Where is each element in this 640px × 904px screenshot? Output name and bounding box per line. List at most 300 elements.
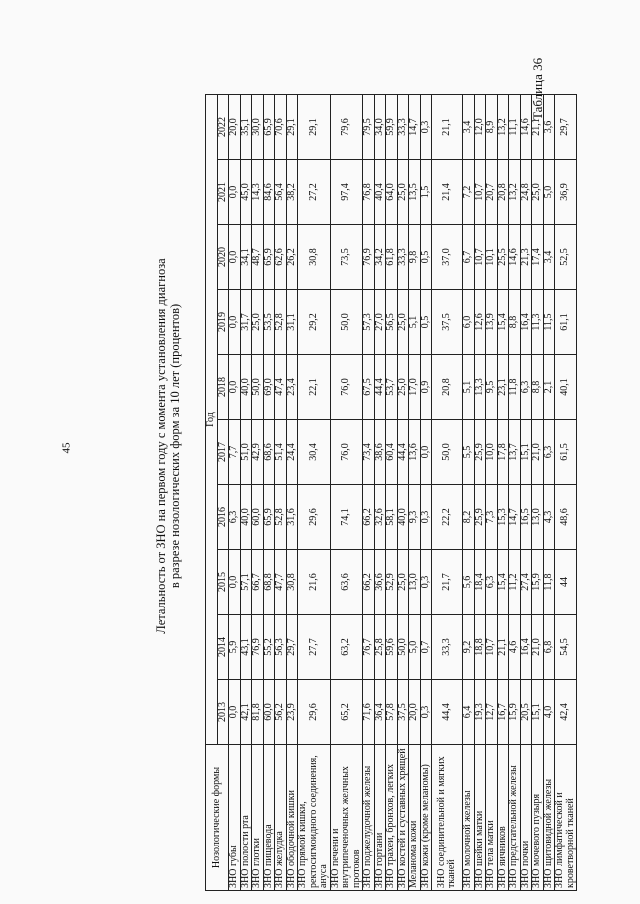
table-row: [555, 94, 577, 890]
value-cell: 12,6: [474, 290, 486, 355]
value-cell: 30,8: [298, 225, 331, 290]
value-cell: 50,0: [397, 615, 409, 680]
value-cell: 13,2: [497, 94, 509, 159]
value-cell: 21,3: [520, 225, 532, 290]
value-cell: 42,4: [555, 680, 577, 745]
value-cell: 14,6: [509, 225, 521, 290]
table-row: [432, 94, 463, 890]
value-cell: 23,1: [497, 355, 509, 420]
value-cell: 40,0: [240, 355, 252, 420]
value-cell: 18,8: [474, 615, 486, 680]
value-cell: 0,7: [420, 615, 432, 680]
value-cell: 13,6: [409, 420, 421, 485]
header-year-cell: 2016: [217, 485, 229, 550]
value-cell: 15,4: [497, 550, 509, 615]
value-cell: 45,0: [240, 160, 252, 225]
value-cell: 20,5: [520, 680, 532, 745]
value-cell: 27,7: [298, 615, 331, 680]
header-year-cell: 2015: [217, 550, 229, 615]
value-cell: 0,0: [229, 355, 241, 420]
value-cell: 13,9: [486, 290, 498, 355]
value-cell: 29,2: [298, 290, 331, 355]
value-cell: 11,8: [509, 355, 521, 420]
value-cell: 0,0: [229, 680, 241, 745]
value-cell: 25,8: [374, 615, 386, 680]
nosology-cell: ЗНО почки: [520, 745, 532, 891]
value-cell: 6,7: [463, 225, 475, 290]
value-cell: 73,5: [330, 225, 363, 290]
value-cell: 8,9: [486, 94, 498, 159]
value-cell: 29,6: [298, 680, 331, 745]
header-nosology: Нозологические формы: [206, 745, 229, 891]
value-cell: 34,0: [374, 94, 386, 159]
header-year-cell: 2022: [217, 94, 229, 159]
value-cell: 9,8: [409, 225, 421, 290]
value-cell: 76,0: [330, 355, 363, 420]
value-cell: 51,0: [240, 420, 252, 485]
value-cell: 67,5: [363, 355, 375, 420]
value-cell: 37,5: [432, 290, 463, 355]
header-row-1: [206, 94, 218, 890]
value-cell: 38,2: [286, 160, 298, 225]
value-cell: 36,9: [555, 160, 577, 225]
value-cell: 4,3: [543, 485, 555, 550]
value-cell: 52,5: [555, 225, 577, 290]
value-cell: 76,9: [252, 615, 264, 680]
value-cell: 40,0: [397, 485, 409, 550]
value-cell: 36,6: [374, 550, 386, 615]
value-cell: 24,8: [520, 160, 532, 225]
table-row: [363, 94, 375, 890]
value-cell: 65,2: [330, 680, 363, 745]
value-cell: 13,0: [409, 550, 421, 615]
value-cell: 7,3: [486, 485, 498, 550]
value-cell: 10,1: [486, 225, 498, 290]
value-cell: 62,6: [275, 225, 287, 290]
value-cell: 22,1: [298, 355, 331, 420]
value-cell: 16,5: [520, 485, 532, 550]
title-line-2: в разрезе нозологических форм за 10 лет (процентов): [168, 303, 182, 589]
value-cell: 44: [555, 550, 577, 615]
value-cell: 68,8: [263, 550, 275, 615]
nosology-cell: ЗНО прямой кишки, ректосигмоидного соединения, ануса: [298, 745, 331, 891]
value-cell: 25,5: [497, 225, 509, 290]
value-cell: 29,6: [298, 485, 331, 550]
value-cell: 76,7: [363, 615, 375, 680]
title-line-1: Летальность от ЗНО на первом году с момента установления диагноза: [154, 258, 168, 634]
value-cell: 10,0: [486, 420, 498, 485]
value-cell: 34,2: [374, 225, 386, 290]
value-cell: 59,9: [386, 94, 398, 159]
table-row: [275, 94, 287, 890]
value-cell: 6,3: [486, 550, 498, 615]
value-cell: 70,6: [275, 94, 287, 159]
value-cell: 21,0: [532, 420, 544, 485]
value-cell: 25,0: [397, 160, 409, 225]
value-cell: 8,8: [532, 355, 544, 420]
value-cell: 79,6: [330, 94, 363, 159]
value-cell: 5,0: [543, 160, 555, 225]
value-cell: 0,0: [229, 290, 241, 355]
value-cell: 0,5: [420, 290, 432, 355]
value-cell: 6,3: [520, 355, 532, 420]
value-cell: 50,0: [252, 355, 264, 420]
value-cell: 35,1: [240, 94, 252, 159]
value-cell: 14,6: [520, 94, 532, 159]
header-year-cell: 2013: [217, 680, 229, 745]
table-row: [509, 94, 521, 890]
value-cell: 6,3: [229, 485, 241, 550]
value-cell: 7,7: [229, 420, 241, 485]
value-cell: 3,4: [543, 225, 555, 290]
table-row: [263, 94, 275, 890]
value-cell: 12,7: [486, 680, 498, 745]
value-cell: 17,0: [409, 355, 421, 420]
value-cell: 66,2: [363, 550, 375, 615]
value-cell: 21,0: [532, 615, 544, 680]
value-cell: 43,1: [240, 615, 252, 680]
value-cell: 13,7: [509, 420, 521, 485]
value-cell: 14,3: [252, 160, 264, 225]
value-cell: 5,6: [463, 550, 475, 615]
value-cell: 24,4: [286, 420, 298, 485]
value-cell: 64,0: [386, 160, 398, 225]
table-row: [486, 94, 498, 890]
value-cell: 42,1: [240, 680, 252, 745]
value-cell: 56,2: [275, 680, 287, 745]
table-row: [409, 94, 421, 890]
table-label: Таблица 36: [530, 57, 545, 120]
value-cell: 22,2: [432, 485, 463, 550]
value-cell: 5,9: [229, 615, 241, 680]
nosology-cell: ЗНО яичников: [497, 745, 509, 891]
value-cell: 40,4: [374, 160, 386, 225]
value-cell: 60,0: [263, 680, 275, 745]
value-cell: 32,6: [374, 485, 386, 550]
value-cell: 57,8: [386, 680, 398, 745]
value-cell: 57,1: [240, 550, 252, 615]
value-cell: 25,0: [397, 290, 409, 355]
value-cell: 11,2: [509, 550, 521, 615]
value-cell: 31,7: [240, 290, 252, 355]
value-cell: 5,1: [463, 355, 475, 420]
value-cell: 6,4: [463, 680, 475, 745]
value-cell: 71,6: [363, 680, 375, 745]
value-cell: 19,3: [474, 680, 486, 745]
value-cell: 29,7: [555, 94, 577, 159]
header-year: Год: [206, 94, 218, 744]
value-cell: 52,9: [386, 550, 398, 615]
value-cell: 40,1: [555, 355, 577, 420]
value-cell: 25,0: [252, 290, 264, 355]
table-row: [397, 94, 409, 890]
value-cell: 11,3: [532, 290, 544, 355]
table-row: [229, 94, 241, 890]
value-cell: 13,0: [532, 485, 544, 550]
nosology-cell: ЗНО гортани: [374, 745, 386, 891]
value-cell: 13,2: [509, 160, 521, 225]
value-cell: 6,8: [543, 615, 555, 680]
nosology-cell: ЗНО тела матки: [486, 745, 498, 891]
value-cell: 97,4: [330, 160, 363, 225]
value-cell: 17,4: [532, 225, 544, 290]
value-cell: 9,2: [463, 615, 475, 680]
nosology-cell: ЗНО печени и внутрипеченочных желчных протоков: [330, 745, 363, 891]
value-cell: 20,7: [486, 160, 498, 225]
value-cell: 0,0: [229, 160, 241, 225]
value-cell: 0,0: [229, 550, 241, 615]
table-row: [543, 94, 555, 890]
header-year-cell: 2017: [217, 420, 229, 485]
value-cell: 79,5: [363, 94, 375, 159]
table-row: [298, 94, 331, 890]
value-cell: 50,0: [330, 290, 363, 355]
value-cell: 33,3: [397, 94, 409, 159]
value-cell: 44,4: [432, 680, 463, 745]
header-year-cell: 2021: [217, 160, 229, 225]
value-cell: 74,1: [330, 485, 363, 550]
value-cell: 58,1: [386, 485, 398, 550]
nosology-cell: ЗНО ободочной кишки: [286, 745, 298, 891]
table-row: [463, 94, 475, 890]
value-cell: 14,7: [409, 94, 421, 159]
value-cell: 5,5: [463, 420, 475, 485]
value-cell: 56,5: [386, 290, 398, 355]
value-cell: 8,2: [463, 485, 475, 550]
value-cell: 65,9: [263, 225, 275, 290]
table-row: [420, 94, 432, 890]
value-cell: 48,7: [252, 225, 264, 290]
value-cell: 50,0: [432, 420, 463, 485]
value-cell: 21,1: [532, 94, 544, 159]
value-cell: 10,7: [486, 615, 498, 680]
value-cell: 16,4: [520, 615, 532, 680]
value-cell: 11,5: [543, 290, 555, 355]
value-cell: 0,5: [420, 225, 432, 290]
value-cell: 15,4: [497, 290, 509, 355]
nosology-cell: ЗНО полости рта: [240, 745, 252, 891]
value-cell: 15,3: [497, 485, 509, 550]
value-cell: 27,0: [374, 290, 386, 355]
value-cell: 15,9: [509, 680, 521, 745]
value-cell: 10,7: [474, 160, 486, 225]
value-cell: 53,5: [263, 290, 275, 355]
value-cell: 37,0: [432, 225, 463, 290]
value-cell: 25,9: [474, 420, 486, 485]
value-cell: 15,1: [520, 420, 532, 485]
value-cell: 7,2: [463, 160, 475, 225]
value-cell: 12,0: [474, 94, 486, 159]
value-cell: 23,4: [286, 355, 298, 420]
nosology-cell: ЗНО молочной железы: [463, 745, 475, 891]
value-cell: 3,6: [543, 94, 555, 159]
value-cell: 21,1: [497, 615, 509, 680]
value-cell: 66,7: [252, 550, 264, 615]
table-title: [154, 136, 182, 756]
table-row: [330, 94, 363, 890]
value-cell: 0,3: [420, 485, 432, 550]
value-cell: 27,4: [520, 550, 532, 615]
value-cell: 29,1: [286, 94, 298, 159]
value-cell: 5,0: [409, 615, 421, 680]
value-cell: 25,9: [474, 485, 486, 550]
value-cell: 63,6: [330, 550, 363, 615]
value-cell: 27,2: [298, 160, 331, 225]
value-cell: 33,3: [432, 615, 463, 680]
nosology-cell: ЗНО мочевого пузыря: [532, 745, 544, 891]
value-cell: 21,7: [432, 550, 463, 615]
nosology-cell: ЗНО поджелудочной железы: [363, 745, 375, 891]
nosology-cell: ЗНО предстательной железы: [509, 745, 521, 891]
value-cell: 42,9: [252, 420, 264, 485]
table-row: [240, 94, 252, 890]
value-cell: 51,4: [275, 420, 287, 485]
value-cell: 11,1: [509, 94, 521, 159]
value-cell: 16,7: [497, 680, 509, 745]
page-number: 45: [60, 442, 73, 454]
value-cell: 69,0: [263, 355, 275, 420]
value-cell: 65,9: [263, 94, 275, 159]
value-cell: 68,6: [263, 420, 275, 485]
value-cell: 63,2: [330, 615, 363, 680]
value-cell: 37,5: [397, 680, 409, 745]
value-cell: 40,0: [240, 485, 252, 550]
value-cell: 17,8: [497, 420, 509, 485]
value-cell: 38,6: [374, 420, 386, 485]
table-row: [252, 94, 264, 890]
value-cell: 0,0: [229, 225, 241, 290]
value-cell: 0,3: [420, 680, 432, 745]
value-cell: 73,4: [363, 420, 375, 485]
value-cell: 20,0: [229, 94, 241, 159]
header-year-cell: 2014: [217, 615, 229, 680]
value-cell: 76,8: [363, 160, 375, 225]
value-cell: 59,6: [386, 615, 398, 680]
value-cell: 29,7: [286, 615, 298, 680]
value-cell: 11,8: [543, 550, 555, 615]
value-cell: 30,4: [298, 420, 331, 485]
value-cell: 60,0: [252, 485, 264, 550]
nosology-cell: ЗНО щитовидной железы: [543, 745, 555, 891]
value-cell: 18,4: [474, 550, 486, 615]
value-cell: 13,5: [409, 160, 421, 225]
mortality-table: [205, 94, 577, 891]
value-cell: 9,5: [486, 355, 498, 420]
value-cell: 52,8: [275, 290, 287, 355]
value-cell: 31,1: [286, 290, 298, 355]
value-cell: 21,1: [432, 94, 463, 159]
value-cell: 6,3: [543, 420, 555, 485]
value-cell: 84,6: [263, 160, 275, 225]
value-cell: 53,7: [386, 355, 398, 420]
nosology-cell: ЗНО желудка: [275, 745, 287, 891]
value-cell: 23,9: [286, 680, 298, 745]
nosology-cell: Меланома кожи: [409, 745, 421, 891]
value-cell: 25,0: [532, 160, 544, 225]
value-cell: 25,0: [397, 355, 409, 420]
value-cell: 25,0: [397, 550, 409, 615]
value-cell: 2,1: [543, 355, 555, 420]
value-cell: 44,4: [374, 355, 386, 420]
value-cell: 20,0: [409, 680, 421, 745]
value-cell: 21,6: [298, 550, 331, 615]
value-cell: 14,7: [509, 485, 521, 550]
value-cell: 30,0: [252, 94, 264, 159]
value-cell: 10,7: [474, 225, 486, 290]
value-cell: 61,8: [386, 225, 398, 290]
value-cell: 44,4: [397, 420, 409, 485]
value-cell: 56,4: [275, 160, 287, 225]
value-cell: 47,4: [275, 355, 287, 420]
value-cell: 0,0: [420, 420, 432, 485]
table-row: [520, 94, 532, 890]
value-cell: 54,5: [555, 615, 577, 680]
nosology-cell: ЗНО губы: [229, 745, 241, 891]
value-cell: 33,3: [397, 225, 409, 290]
value-cell: 47,7: [275, 550, 287, 615]
value-cell: 60,4: [386, 420, 398, 485]
table-container: [205, 96, 576, 891]
value-cell: 61,1: [555, 290, 577, 355]
value-cell: 4,6: [509, 615, 521, 680]
value-cell: 20,8: [497, 160, 509, 225]
value-cell: 21,4: [432, 160, 463, 225]
value-cell: 76,9: [363, 225, 375, 290]
value-cell: 34,1: [240, 225, 252, 290]
value-cell: 0,3: [420, 94, 432, 159]
table-row: [374, 94, 386, 890]
nosology-cell: ЗНО трахеи, бронхов, легких: [386, 745, 398, 891]
table-row: [497, 94, 509, 890]
header-year-cell: 2020: [217, 225, 229, 290]
value-cell: 4,0: [543, 680, 555, 745]
value-cell: 9,3: [409, 485, 421, 550]
header-year-cell: 2019: [217, 290, 229, 355]
nosology-cell: ЗНО кожи (кроме меланомы): [420, 745, 432, 891]
value-cell: 5,1: [409, 290, 421, 355]
value-cell: 6,0: [463, 290, 475, 355]
value-cell: 29,1: [298, 94, 331, 159]
value-cell: 8,8: [509, 290, 521, 355]
nosology-cell: ЗНО глотки: [252, 745, 264, 891]
table-row: [474, 94, 486, 890]
value-cell: 31,6: [286, 485, 298, 550]
value-cell: 52,8: [275, 485, 287, 550]
value-cell: 0,9: [420, 355, 432, 420]
value-cell: 3,4: [463, 94, 475, 159]
value-cell: 13,3: [474, 355, 486, 420]
nosology-cell: ЗНО шейки матки: [474, 745, 486, 891]
value-cell: 57,3: [363, 290, 375, 355]
value-cell: 66,2: [363, 485, 375, 550]
nosology-cell: ЗНО лимфатической и кроветворной тканей: [555, 745, 577, 891]
table-row: [386, 94, 398, 890]
value-cell: 0,3: [420, 550, 432, 615]
value-cell: 55,2: [263, 615, 275, 680]
value-cell: 56,3: [275, 615, 287, 680]
header-year-cell: 2018: [217, 355, 229, 420]
value-cell: 61,5: [555, 420, 577, 485]
value-cell: 48,6: [555, 485, 577, 550]
nosology-cell: ЗНО костей и суставных хрящей: [397, 745, 409, 891]
nosology-cell: ЗНО соединительной и мягких тканей: [432, 745, 463, 891]
nosology-cell: ЗНО пищевода: [263, 745, 275, 891]
value-cell: 36,4: [374, 680, 386, 745]
value-cell: 76,0: [330, 420, 363, 485]
value-cell: 30,8: [286, 550, 298, 615]
table-row: [532, 94, 544, 890]
value-cell: 15,1: [532, 680, 544, 745]
